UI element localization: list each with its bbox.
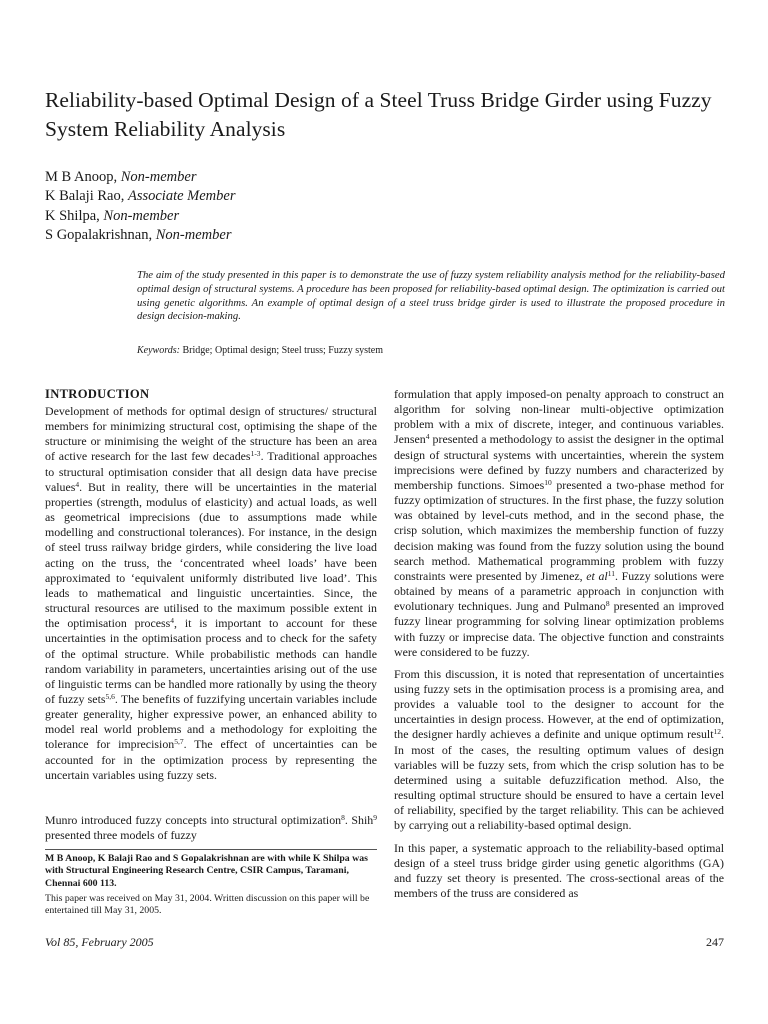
- author-name: M B Anoop,: [45, 169, 121, 185]
- text-run: . In most of the cases, the resulting optimum values of design variables will be fuzzy sets, from which the crisp solution has to be determined using a suitable defuzzification method. Also, the resulting optimal structure should be ensured to have a certain level of reliability, specified by the target reliability. This can be achieved by carrying out a reliability-based optimal design.: [394, 727, 724, 833]
- paragraph: [45, 813, 377, 843]
- author-entry: [45, 168, 235, 187]
- text-run: In this paper, a systematic approach to the reliability-based optimal design of a steel truss bridge girder using genetic algorithms (GA) and fuzzy set theory is presented. The cross-sectional areas of the members of the truss are considered as: [394, 840, 724, 900]
- citation-superscript: 1-3: [250, 449, 261, 459]
- text-run: presented a two-phase method for fuzzy optimization of structures. In the first phase, the fuzzy solution was obtained by level-cuts method, and in the second phase, the crisp solution, which maximizes the membership function of fuzzy decision making was found from the fuzzy solution using the bound search method. Mathematical programming problem with fuzzy constraints were presented by Jimenez,: [394, 477, 724, 583]
- text-run: . Fuzzy solutions were obtained by means of a parametric approach in conjunction with evolutionary techniques. Jung and Pulmano: [394, 568, 724, 614]
- author-name: K Shilpa,: [45, 207, 104, 224]
- text-run: , it is important to account for these uncertainties in the optimisation process and to check for the safety of the optimal structure. While probabilistic methods can handle random variability in parameters, uncertainties arising out of the use of linguistic terms can be handled more rationally by using the theory of fuzzy sets: [45, 616, 377, 706]
- journal-volume-footer: Vol 85, February 2005: [45, 935, 154, 949]
- text-run: formulation that apply imposed-on penalty approach to construct an algorithm for solving non-linear multi-objective optimization problem with a mix of discrete, integer, and continuous variables. Jensen: [394, 387, 724, 447]
- author-entry: [45, 207, 235, 226]
- text-run: . Traditional approaches to structural optimisation consider that all design data have precise values: [45, 449, 378, 494]
- footnote-divider: [45, 849, 377, 850]
- author-entry: [45, 226, 235, 245]
- citation-superscript: 4: [425, 432, 430, 442]
- citation-superscript: 12: [713, 727, 722, 737]
- author-entry: [45, 187, 235, 206]
- citation-superscript: 4: [170, 616, 175, 626]
- left-column-continuation: [45, 813, 377, 850]
- author-membership: Non-member: [103, 207, 180, 224]
- paragraph: [394, 667, 724, 834]
- italic-text: et al: [586, 568, 608, 583]
- author-membership: Non-member: [120, 169, 197, 185]
- citation-superscript: 5,6: [105, 691, 115, 701]
- received-date-footnote: This paper was received on May 31, 2004. Written discussion on this paper will be entertained till May 31, 2005.: [45, 893, 370, 917]
- keywords: [137, 345, 383, 356]
- citation-superscript: 11: [607, 568, 615, 578]
- citation-superscript: 8: [605, 599, 610, 609]
- page-number: 247: [706, 935, 724, 949]
- left-column-body: [45, 404, 377, 790]
- author-name: S Gopalakrishnan,: [45, 226, 156, 243]
- author-membership: Associate Member: [127, 188, 236, 205]
- citation-superscript: 4: [75, 479, 80, 489]
- paragraph: [394, 841, 724, 902]
- text-run: presented a methodology to assist the designer in the optimal design of structural systems with uncertainties, wherein the system imprecisions were defined by fuzzy numbers and characterized by membership functions. Simoes: [394, 432, 724, 492]
- text-run: From this discussion, it is noted that representation of uncertainties using fuzzy sets in the optimisation process is a promising area, and provides a valuable tool to the designer to account for the uncertainties in design process. However, at the end of optimization, the designer hardly achieves a definite and unique optimum result: [394, 666, 724, 742]
- text-run: . But in reality, there will be uncertainties in the material properties (strength, modulus of elasticity) and actual loads, as well as geometrical imprecisions (due to assumptions made while modelling and constructional tolerances). For instance, in the design of steel truss railway bridge girders, while considering the live load acting on the truss, the ‘concentrated wheel loads’ have been approximated to ‘equivalent uniformly distributed live load’. This leads to mathematical and linguistic uncertainties. Since, the structural resources are utilised to the maximum possible extent in the optimisation process: [45, 479, 377, 631]
- paper-title: Reliability-based Optimal Design of a Steel Truss Bridge Girder using Fuzzy System Reliability Analysis: [45, 88, 712, 141]
- paragraph: [45, 404, 377, 783]
- author-name: K Balaji Rao,: [45, 188, 128, 205]
- author-list: [45, 168, 235, 245]
- author-affiliation-footnote: M B Anoop, K Balaji Rao and S Gopalakrishnan are with while K Shilpa was with Structural Engineering Research Centre, CSIR Campus, Taramani, Chennai 600 113.: [45, 853, 368, 889]
- text-run: . The benefits of fuzzifying uncertain variables include greater generality, higher expressive power, an enhanced ability to model real world problems and a methodology for exploiting the tolerance for imprecision: [45, 691, 377, 752]
- text-run: Munro introduced fuzzy concepts into structural optimization: [45, 813, 342, 827]
- right-column-body: [394, 387, 724, 908]
- text-run: . The effect of uncertainties can be accounted for in the optimization process by representing the uncertain variables using fuzzy sets.: [45, 737, 377, 782]
- citation-superscript: 5,7: [174, 737, 184, 747]
- section-heading-introduction: INTRODUCTION: [45, 387, 150, 401]
- text-run: presented an improved fuzzy linear programming for solving linear optimization problems with fuzzy or imprecise data. The objective function and constraints were considered to be fuzzy.: [394, 599, 724, 659]
- keywords-text: Bridge; Optimal design; Steel truss; Fuzzy system: [179, 345, 384, 356]
- text-run: presented three models of fuzzy: [45, 828, 197, 843]
- paragraph: [394, 387, 724, 660]
- author-membership: Non-member: [155, 226, 232, 243]
- abstract: The aim of the study presented in this paper is to demonstrate the use of fuzzy system reliability analysis method for the reliability-based optimal design of structural systems. A procedure has been proposed for reliability-based optimal design. The optimization is carried out using genetic algorithms. An example of optimal design of a steel truss bridge girder is used to illustrate the proposed procedure in design decision-making.: [137, 269, 725, 323]
- citation-superscript: 9: [373, 813, 377, 822]
- keywords-label: Keywords:: [137, 345, 180, 356]
- citation-superscript: 8: [341, 813, 345, 822]
- text-run: Development of methods for optimal design of structures/ structural members for minimizing structural cost, optimising the shape of the structure or minimising the weight of the structure has been an area of active research for the last few decades: [45, 404, 377, 464]
- citation-superscript: 10: [544, 477, 552, 487]
- text-run: . Shih: [344, 813, 374, 827]
